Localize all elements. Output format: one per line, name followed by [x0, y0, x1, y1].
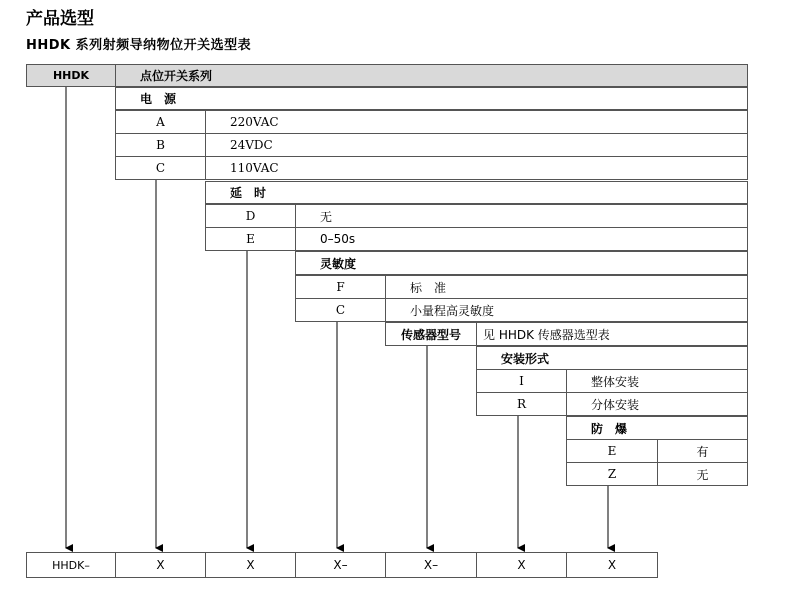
mounting-code-r: R	[476, 392, 567, 416]
explosion-code-z: Z	[566, 462, 658, 486]
model-segment-sensor: X–	[385, 552, 477, 578]
explosion-header: 防 爆	[566, 416, 748, 440]
model-segment-sensitivity: X–	[295, 552, 386, 578]
table-subtitle: HHDK 系列射频导纳物位开关选型表	[26, 38, 252, 53]
sensitivity-desc-c: 小量程高灵敏度	[385, 298, 748, 322]
sensitivity-code-c: C	[295, 298, 386, 322]
model-segment-series: HHDK–	[26, 552, 116, 578]
model-segment-delay: X	[205, 552, 296, 578]
explosion-code-e: E	[566, 439, 658, 463]
power-code-c: C	[115, 156, 206, 180]
mounting-desc-i: 整体安装	[566, 369, 748, 393]
delay-code-e: E	[205, 227, 296, 251]
mounting-header: 安装形式	[476, 346, 748, 370]
sensor-desc: 见 HHDK 传感器选型表	[476, 322, 748, 346]
power-header: 电 源	[115, 87, 748, 110]
mounting-desc-r: 分体安装	[566, 392, 748, 416]
power-desc-c: 110VAC	[205, 156, 748, 180]
series-code-cell: HHDK	[26, 64, 116, 87]
delay-desc-e: 0–50s	[295, 227, 748, 251]
series-name-cell: 点位开关系列	[115, 64, 748, 87]
delay-header: 延 时	[205, 181, 748, 204]
explosion-desc-z: 无	[657, 462, 748, 486]
sensitivity-header: 灵敏度	[295, 251, 748, 275]
model-segment-mounting: X	[476, 552, 567, 578]
power-code-b: B	[115, 133, 206, 157]
power-desc-b: 24VDC	[205, 133, 748, 157]
power-code-a: A	[115, 110, 206, 134]
sensor-header: 传感器型号	[385, 322, 477, 346]
explosion-desc-e: 有	[657, 439, 748, 463]
delay-desc-d: 无	[295, 204, 748, 228]
model-segment-explosion: X	[566, 552, 658, 578]
power-desc-a: 220VAC	[205, 110, 748, 134]
page-title: 产品选型	[26, 9, 94, 29]
delay-code-d: D	[205, 204, 296, 228]
sensitivity-desc-f: 标 准	[385, 275, 748, 299]
mounting-code-i: I	[476, 369, 567, 393]
model-segment-power: X	[115, 552, 206, 578]
sensitivity-code-f: F	[295, 275, 386, 299]
